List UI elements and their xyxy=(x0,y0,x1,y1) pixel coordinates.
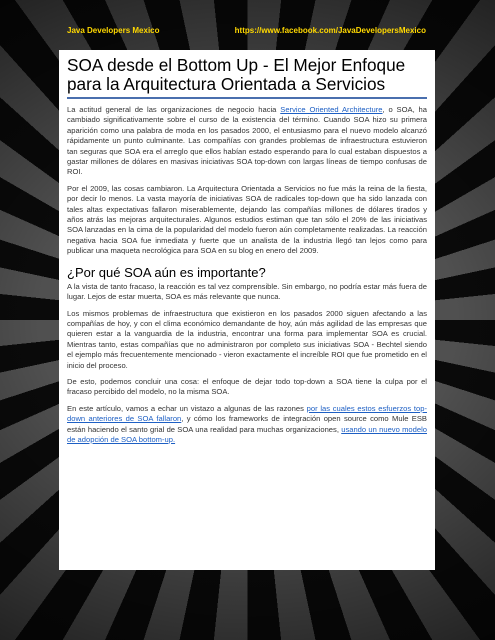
header-facebook-link[interactable]: https://www.facebook.com/JavaDevelopersMexico xyxy=(234,26,426,35)
paragraph-1 xyxy=(67,105,427,178)
paragraph-6-text-middle: , y cómo los frameworks de integración open source como Mule ESB están haciendo el santo grial de SOA una realidad para muchas organizaciones, xyxy=(67,414,427,434)
bottom-up-model-link[interactable]: usando un nuevo modelo de adopción de SOA bottom-up. xyxy=(67,424,427,444)
paragraph-4: Los mismos problemas de infraestructura que existieron en los pasados 2000 siguen afectando a las compañías de hoy, y con el clima económico demandante de hoy, aún más agilidad de las empresas que quieren estar a la vanguardia de la industria, encontrar una forma para implementar SOA es crucial. Mientras tanto, estas compañías que no administraron por completo sus iniciativas SOA - Bechtel siendo el ejemplo más frecuentemente mencionado - vieron exactamente el increíble ROI que fue prometido en el inicio del proceso. xyxy=(67,308,427,370)
article-title: SOA desde el Bottom Up - El Mejor Enfoque para la Arquitectura Orientada a Servicios xyxy=(67,56,427,99)
paragraph-6-text-start: En este artículo, vamos a echar un vistazo a algunas de las razones xyxy=(67,403,307,413)
article-content xyxy=(67,56,427,445)
paragraph-1-text-end: , o SOA, ha cambiado significativamente sobre el curso de la existencia del término. Cuando SOA hizo su primera aparición como una palabra de moda en los pasados 2000, el entusiasmo para el nuevo modelo alcanzó rápidamente un punto culminante. Las compañías con grandes problemas de infraestructura estuvieron tan seguras que SOA era el arreglo que ellos habían estado esperando para lo cual estaban dispuestos a gastar millones de dólares en masivas iniciativas SOA top-down con largas líneas de tiempo confusas de ROI. xyxy=(67,105,427,177)
page-header xyxy=(0,26,495,40)
paragraph-6 xyxy=(67,404,427,446)
paragraph-5: De esto, podemos concluir una cosa: el enfoque de dejar todo top-down a SOA tiene la culpa por el fracaso percibido del modelo, no la misma SOA. xyxy=(67,376,427,397)
paragraph-1-text-start: La actitud general de las organizaciones de negocio hacia xyxy=(67,105,281,114)
paragraph-3: A la vista de tanto fracaso, la reacción es tal vez comprensible. Sin embargo, no podría estar más fuera de lugar. Lejos de estar muerta, SOA es más relevante que nunca. xyxy=(67,281,427,302)
section-heading: ¿Por qué SOA aún es importante? xyxy=(67,264,266,280)
soa-wiki-link[interactable]: Service Oriented Architecture xyxy=(280,105,383,114)
failed-efforts-link[interactable]: por las cuales estos esfuerzos top-down anteriores de SOA fallaron xyxy=(67,403,427,424)
document-page xyxy=(59,50,435,570)
header-site-name: Java Developers Mexico xyxy=(67,26,160,35)
paragraph-2: Por el 2009, las cosas cambiaron. La Arquitectura Orientada a Servicios no fue más la reina de la fiesta, por decir lo menos. La vasta mayoría de iniciativas SOA de radicales top-down que ha sido lanzada con tales altas expectativas fallaron miserablemente, dejando las compañías millones de dólares tirados y años atrás las mejoras arquitecturales. Algunos estudios estiman que tan sólo el 20% de las iniciativas SOA lanzadas en la cima de la popularidad del modelo fueron aún completamente realizadas. La reacción negativa hacia SOA fue inmediata y fuerte que un analista de la industria llegó tan lejos como para publicar una maqueta necrológica para SOA en su blog en enero del 2009. xyxy=(67,183,427,256)
